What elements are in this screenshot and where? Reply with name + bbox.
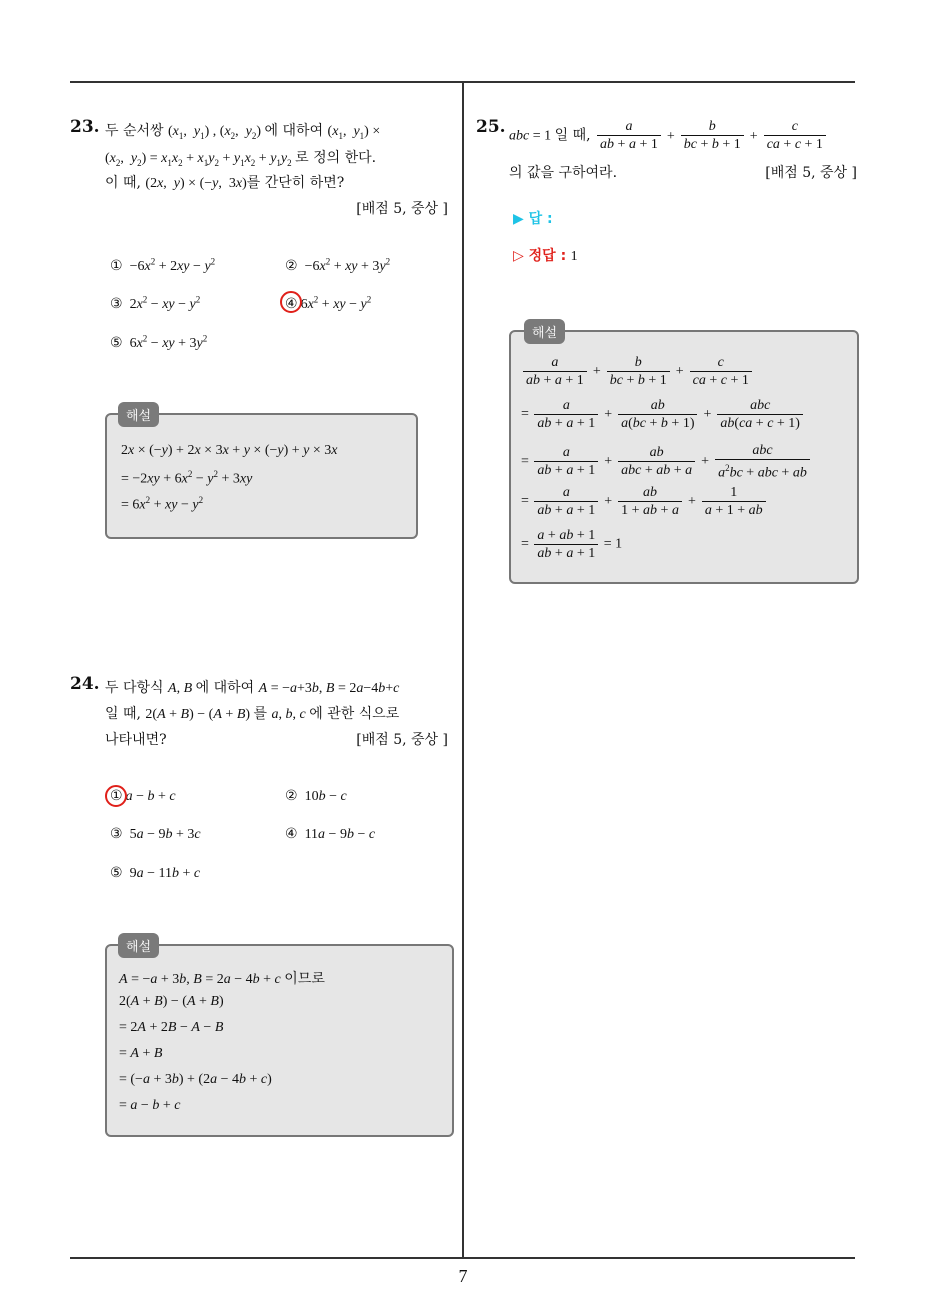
solution-tag: 해설 — [118, 933, 159, 958]
solution-line-2: = $-2xy + 6x^2 - y^2 + 3xy$ — [121, 469, 253, 487]
question-text-line-2: ($x_2$, $y_2) = x_1x_2 + x_1y_2 + y_1x_2 + y_1y_2$ 로 정의 한다. — [105, 150, 377, 168]
question-text-line-1: 두 다항식 A, B 에 대하여 A = −a+3b, B = 2a−4b+c — [105, 680, 400, 696]
question-text-line-3: 이 때, (2x, y) × (−y, 3x)를 간단히 하면? — [105, 175, 345, 191]
solution-tag: 해설 — [524, 319, 565, 344]
answer-mark-circle — [105, 785, 127, 807]
solution-line-6: = a − b + c — [119, 1098, 181, 1113]
solution-tag: 해설 — [118, 402, 159, 427]
question-text-line-2: 일 때, 2(A + B) − (A + B) 를 a, b, c 에 관한 식으로 — [105, 706, 400, 722]
solution-box — [509, 330, 859, 584]
solution-box — [105, 944, 454, 1137]
solution-line-1: 2x × (−y) + 2x × 3x + y × (−y) + y × 3x — [121, 443, 338, 458]
solution-line-3: = $\frac{a}{ab + a + 1}$ + $\frac{ab}{\text{abc + ab + a}}$ + $\frac{\text{abc}}{a^2bc + abc + ab}$ — [521, 442, 812, 482]
choice-1[interactable]: ① a − b + c — [110, 788, 176, 804]
solution-line-4: = $\frac{a}{ab + a + 1}$ + $\frac{ab}{1 + ab + a}$ + $\frac{1}{a + 1 + ab}$ — [521, 484, 768, 519]
solution-box — [105, 413, 418, 539]
score-label: [배점 5, 중상 ] — [765, 165, 857, 181]
answer-mark-circle — [280, 291, 302, 313]
column-divider — [462, 82, 464, 1258]
question-number: 25. — [476, 117, 506, 137]
solution-line-1: A = −a + 3b, B = 2a − 4b + c 이므로 — [119, 971, 325, 987]
score-label: [배점 5, 중상 ] — [356, 201, 448, 217]
solution-line-5: = (−a + 3b) + (2a − 4b + c) — [119, 1072, 272, 1087]
question-number: 24. — [70, 674, 100, 694]
choice-3[interactable]: ③ $2x^2$ − xy − $y^2$ — [110, 294, 201, 312]
choice-1[interactable]: ① $-6x^2 + 2xy - y^2$ — [110, 256, 216, 274]
choice-2[interactable]: ② $-6x^2$ + xy + $3y^2$ — [285, 256, 391, 274]
choice-2[interactable]: ② 10b − c — [285, 788, 347, 804]
page-number: 7 — [458, 1266, 468, 1286]
question-number: 23. — [70, 117, 100, 137]
correct-answer — [513, 245, 578, 265]
score-label: [배점 5, 중상 ] — [356, 732, 448, 748]
choice-5[interactable]: ⑤ $6x^2$ − xy + $3y^2$ — [110, 333, 208, 351]
choice-4[interactable]: ④ $6x^2$ + xy − $y^2$ — [285, 294, 372, 312]
question-text-line-3: 나타내면? — [105, 732, 167, 748]
solution-line-1: $\frac{a}{ab + a + 1}$ + $\frac{b}{bc + b + 1}$ + $\frac{c}{ca + c + 1}$ — [521, 354, 754, 389]
question-text-line-2: 의 값을 구하여라. — [509, 165, 618, 181]
correct-answer-label: ▷ 정답 : — [513, 248, 567, 264]
choice-4[interactable]: ④ 11a − 9b − c — [285, 826, 376, 842]
question-text-line-1: 두 순서쌍 ($x_1$, $y_1$) , ($x_2$, $y_2$) 에 대하여 ($x_1$, $y_1$) × — [105, 123, 381, 141]
solution-line-4: = A + B — [119, 1046, 163, 1061]
answer-label: ▶ 답 : — [513, 211, 553, 227]
solution-line-3: = 2A + 2B − A − B — [119, 1020, 224, 1035]
choice-3[interactable]: ③ 5a − 9b + 3c — [110, 826, 201, 842]
solution-line-2: 2(A + B) − (A + B) — [119, 994, 224, 1009]
correct-answer-value: 1 — [570, 249, 578, 264]
solution-line-3: = $6x^2$ + xy − $y^2$ — [121, 495, 204, 513]
choice-5[interactable]: ⑤ 9a − 11b + c — [110, 865, 201, 881]
solution-line-5: = $\frac{a + ab + 1}{ab + a + 1}$ = 1 — [521, 528, 623, 561]
question-text-line-1: abc = 1 일 때, $\frac{a}{ab + a + 1}$ + $\frac{b}{bc + b + 1}$ + $\frac{c}{ca + c + 1}$ — [509, 118, 828, 153]
solution-line-2: = $\frac{a}{ab + a + 1}$ + $\frac{ab}{a(bc + b + 1)}$ + $\frac{\text{abc}}{ab(ca + c + 1)}$ — [521, 397, 805, 432]
